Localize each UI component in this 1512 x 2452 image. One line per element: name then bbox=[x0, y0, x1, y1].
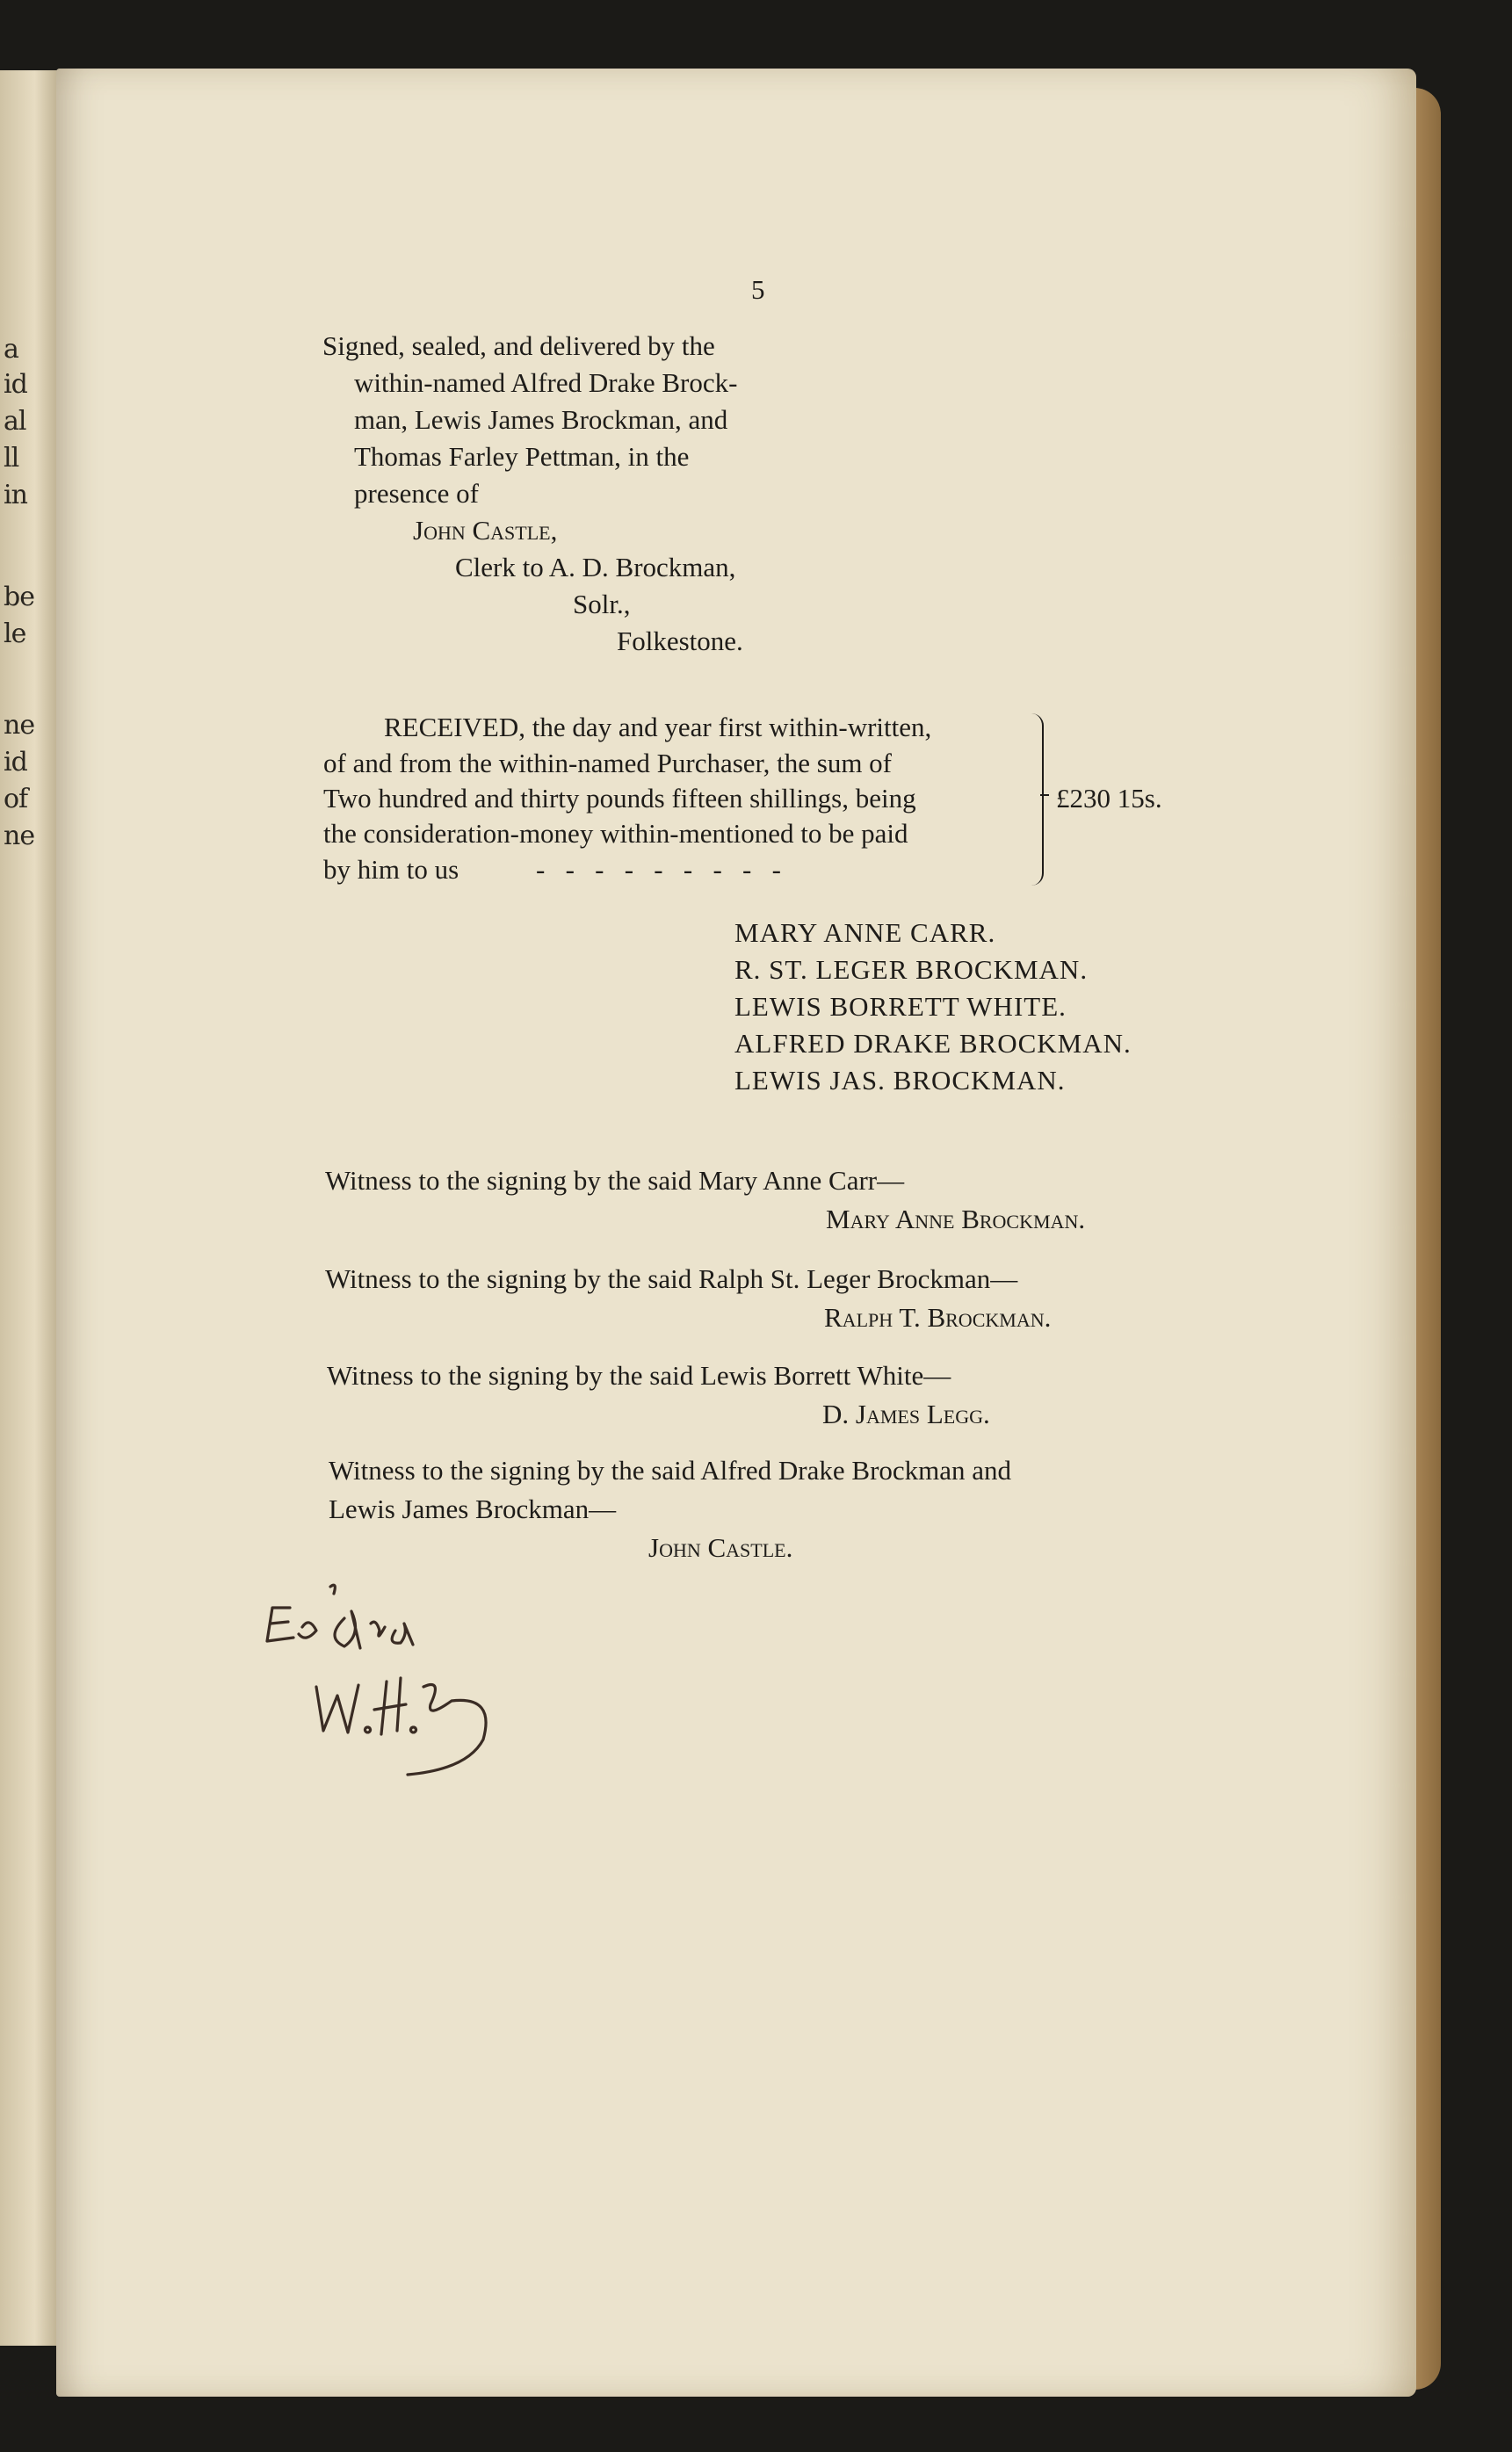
signatory-name: LEWIS JAS. BROCKMAN. bbox=[734, 1065, 1066, 1096]
left-page-fragment: le bbox=[4, 618, 26, 649]
receipt-line: of and from the within-named Purchaser, the sum of bbox=[323, 748, 893, 778]
left-page-fragment: id bbox=[4, 747, 27, 778]
witness-statement: Witness to the signing by the said Ralph St. Leger Brockman— bbox=[325, 1263, 1018, 1294]
execution-line: man, Lewis James Brockman, and bbox=[354, 404, 728, 435]
signatory-name: MARY ANNE CARR. bbox=[734, 917, 996, 948]
receipt-brace-point bbox=[1040, 794, 1049, 796]
witness-statement: Witness to the signing by the said Alfred Drake Brockman and bbox=[329, 1455, 1012, 1486]
witness-role: Clerk to A. D. Brockman, bbox=[455, 552, 736, 582]
receipt-line: the consideration-money within-mentioned to be paid bbox=[323, 818, 908, 849]
execution-line: presence of bbox=[354, 478, 479, 509]
signatory-name: LEWIS BORRETT WHITE. bbox=[734, 991, 1067, 1022]
left-page-fragment: al bbox=[4, 406, 26, 437]
witness-name: John Castle, bbox=[413, 515, 558, 546]
witness-signature-name: Mary Anne Brockman. bbox=[826, 1204, 1086, 1234]
handwritten-initials-signature bbox=[264, 1573, 518, 1783]
signatory-name: R. ST. LEGER BROCKMAN. bbox=[734, 954, 1089, 985]
left-page-fragment: ll bbox=[4, 443, 19, 474]
left-page-fragment: in bbox=[4, 480, 27, 510]
execution-line: Thomas Farley Pettman, in the bbox=[354, 441, 690, 472]
witness-signature-name: D. James Legg. bbox=[822, 1399, 990, 1429]
witness-statement-continued: Lewis James Brockman— bbox=[329, 1494, 617, 1524]
witness-signature-name: Ralph T. Brockman. bbox=[824, 1302, 1052, 1333]
left-page-fragment: ne bbox=[4, 710, 35, 741]
page-number: 5 bbox=[751, 274, 765, 305]
receipt-amount: £230 15s. bbox=[1056, 783, 1162, 814]
witness-signature-name: John Castle. bbox=[648, 1532, 793, 1563]
left-page-fragment: be bbox=[4, 582, 34, 612]
witness-place: Folkestone. bbox=[617, 626, 743, 656]
witness-statement: Witness to the signing by the said Lewis Borrett White— bbox=[327, 1360, 951, 1391]
facing-page-edge bbox=[0, 70, 58, 2346]
receipt-line: by him to us bbox=[323, 854, 459, 885]
left-page-fragment: of bbox=[4, 784, 28, 814]
receipt-dashes: - - - - - - - - - bbox=[536, 854, 781, 885]
receipt-brace bbox=[1030, 713, 1044, 886]
document-page bbox=[56, 69, 1416, 2397]
left-page-fragment: id bbox=[4, 369, 27, 400]
receipt-line: Two hundred and thirty pounds fifteen shillings, being bbox=[323, 783, 916, 814]
execution-line: Signed, sealed, and delivered by the bbox=[322, 330, 715, 361]
execution-line: within-named Alfred Drake Brock- bbox=[354, 367, 738, 398]
receipt-line: RECEIVED, the day and year first within-written, bbox=[384, 712, 932, 742]
left-page-fragment: a bbox=[4, 334, 18, 365]
witness-statement: Witness to the signing by the said Mary Anne Carr— bbox=[325, 1165, 905, 1196]
signatory-name: ALFRED DRAKE BROCKMAN. bbox=[734, 1028, 1132, 1059]
witness-title: Solr., bbox=[573, 589, 631, 619]
left-page-fragment: ne bbox=[4, 821, 35, 851]
